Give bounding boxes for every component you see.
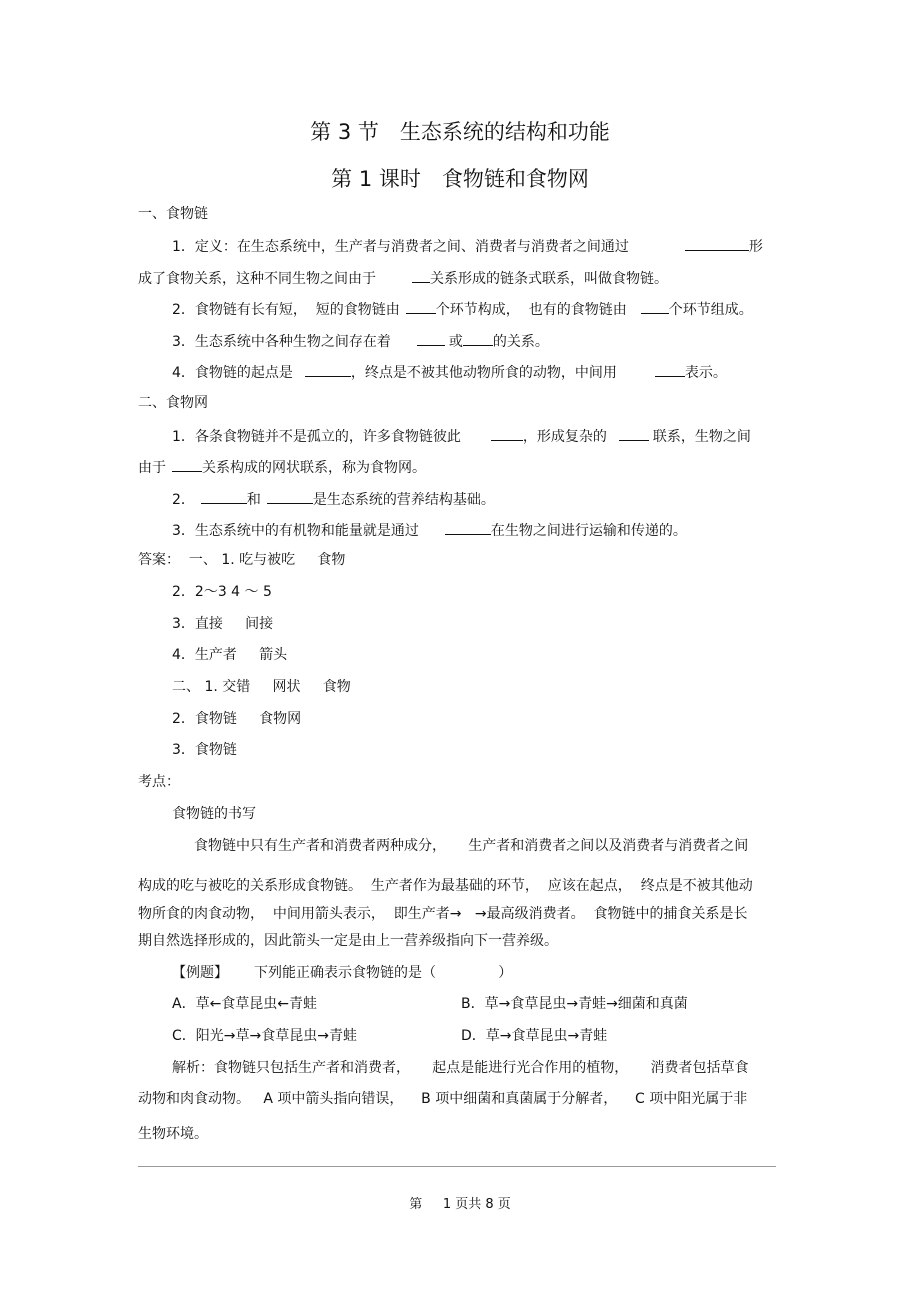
fill-blank [491,426,523,441]
s2-q2-num: 2． [172,492,195,508]
s2-q2-and: 和 [246,492,261,508]
option-c: C．阳光→草→食草昆虫→青蛙 [172,1028,357,1044]
fill-blank [655,362,685,377]
s2-q3-text: 3．生态系统中的有机物和能量就是通过 [172,523,419,539]
s2-q1-line2-text: 由于 [138,460,166,476]
s1-q4-text: 4．食物链的起点是 [172,365,293,381]
s2-q3 [172,520,687,540]
s2-q3-tail: 在生物之间进行运输和传递的。 [490,523,687,539]
footer-divider [138,1166,776,1167]
example-question-text: 下列能正确表示食物链的是（ ） [254,965,513,981]
answer-line-7: 3．食物链 [172,742,237,758]
answer-line-5: 二、 1. 交错 网状 食物 [172,679,351,695]
answer-line-2: 2．2～3 4 ～ 5 [172,584,272,600]
s1-q3-mid: 或 [448,334,463,350]
s2-q1-line2 [138,457,426,477]
example-question [172,964,512,982]
example-label: 【例题】 [172,965,228,981]
kaodian-para-line2: 构成的吃与被吃的关系形成食物链。 生产者作为最基础的环节， 应该在起点， 终点是不被其他动 [138,878,753,894]
answer-line-1: 答案： 一、 1. 吃与被吃 食物 [138,552,346,568]
fill-blank [463,331,493,346]
answer-line-3: 3．直接 间接 [172,616,274,632]
fill-blank [619,426,649,441]
fill-blank [172,457,202,472]
fill-blank [406,299,436,314]
fill-blank [412,268,430,283]
s2-q2-tail: 是生态系统的营养结构基础。 [312,492,495,508]
kaodian-para-line1: 食物链中只有生产者和消费者两种成分， 生产者和消费者之间以及消费者与消费者之间 [194,838,749,854]
s1-q4 [172,362,727,382]
s1-q2-text: 2．食物链有长有短， 短的食物链由 [172,302,400,318]
answer-line-6: 2．食物链 食物网 [172,711,302,727]
kaodian-para-line4: 期自然选择形成的，因此箭头一定是由上一营养级指向下一营养级。 [138,933,558,949]
kaodian-subheading: 食物链的书写 [172,806,256,822]
s2-q2 [172,489,495,509]
s1-q2 [172,299,753,319]
s2-q1-line1 [172,426,751,446]
answer-line-4: 4．生产者 箭头 [172,647,288,663]
fill-blank [445,520,491,535]
analysis-line3: 生物环境。 [138,1126,208,1142]
option-d: D．草→食草昆虫→青蛙 [461,1028,608,1044]
option-b: B．草→食草昆虫→青蛙→细菌和真菌 [461,996,688,1012]
s1-q3-tail: 的关系。 [492,334,549,350]
fill-blank [641,299,669,314]
fill-blank [267,489,313,504]
s1-q1-line2-tail: 关系形成的链条式联系，叫做食物链。 [430,271,668,287]
kaodian-para-line3: 物所食的肉食动物， 中间用箭头表示， 即生产者→ →最高级消费者。 食物链中的捕食关系是长 [138,906,748,922]
s2-q1-text: 1．各条食物链并不是孤立的，许多食物链彼此 [172,429,461,445]
s1-q1-text: 1．定义：在生态系统中，生产者与消费者之间、消费者与消费者之间通过 [172,239,629,255]
option-a: A．草←食草昆虫←青蛙 [172,996,318,1012]
s1-q2-mid: 个环节构成， 也有的食物链由 [435,302,627,318]
section-title: 第 3 节 生态系统的结构和功能 [310,120,610,144]
lesson-subtitle: 第 1 课时 食物链和食物网 [331,167,589,191]
s2-q1-tail: 联系，生物之间 [652,429,751,445]
fill-blank [305,362,351,377]
page-number: 第 1 页共 8 页 [409,1197,511,1212]
s1-q1-line2-text: 成了食物关系，这种不同生物之间由于 [138,271,376,287]
kaodian-heading: 考点： [138,774,180,790]
s1-q1-tail: 形 [748,239,763,255]
s1-q4-tail: 表示。 [684,365,727,381]
section1-heading: 一、食物链 [138,206,208,222]
s1-q1-line2 [138,268,668,288]
s2-q1-line2-tail: 关系构成的网状联系，称为食物网。 [202,460,426,476]
fill-blank [417,331,445,346]
s2-q1-mid: ，形成复杂的 [522,429,607,445]
analysis-line2: 动物和肉食动物。 A 项中箭头指向错误， B 项中细菌和真菌属于分解者， C 项中阳光属于非 [138,1091,748,1107]
s1-q1-line1 [172,236,763,256]
fill-blank [685,236,749,251]
s1-q3-text: 3．生态系统中各种生物之间存在着 [172,334,391,350]
section2-heading: 二、食物网 [138,395,208,411]
fill-blank [201,489,247,504]
s1-q3 [172,331,549,351]
analysis-line1: 解析：食物链只包括生产者和消费者， 起点是能进行光合作用的植物， 消费者包括草食 [172,1060,749,1076]
s1-q2-tail: 个环节组成。 [668,302,753,318]
s1-q4-mid: ，终点是不被其他动物所食的动物，中间用 [350,365,617,381]
